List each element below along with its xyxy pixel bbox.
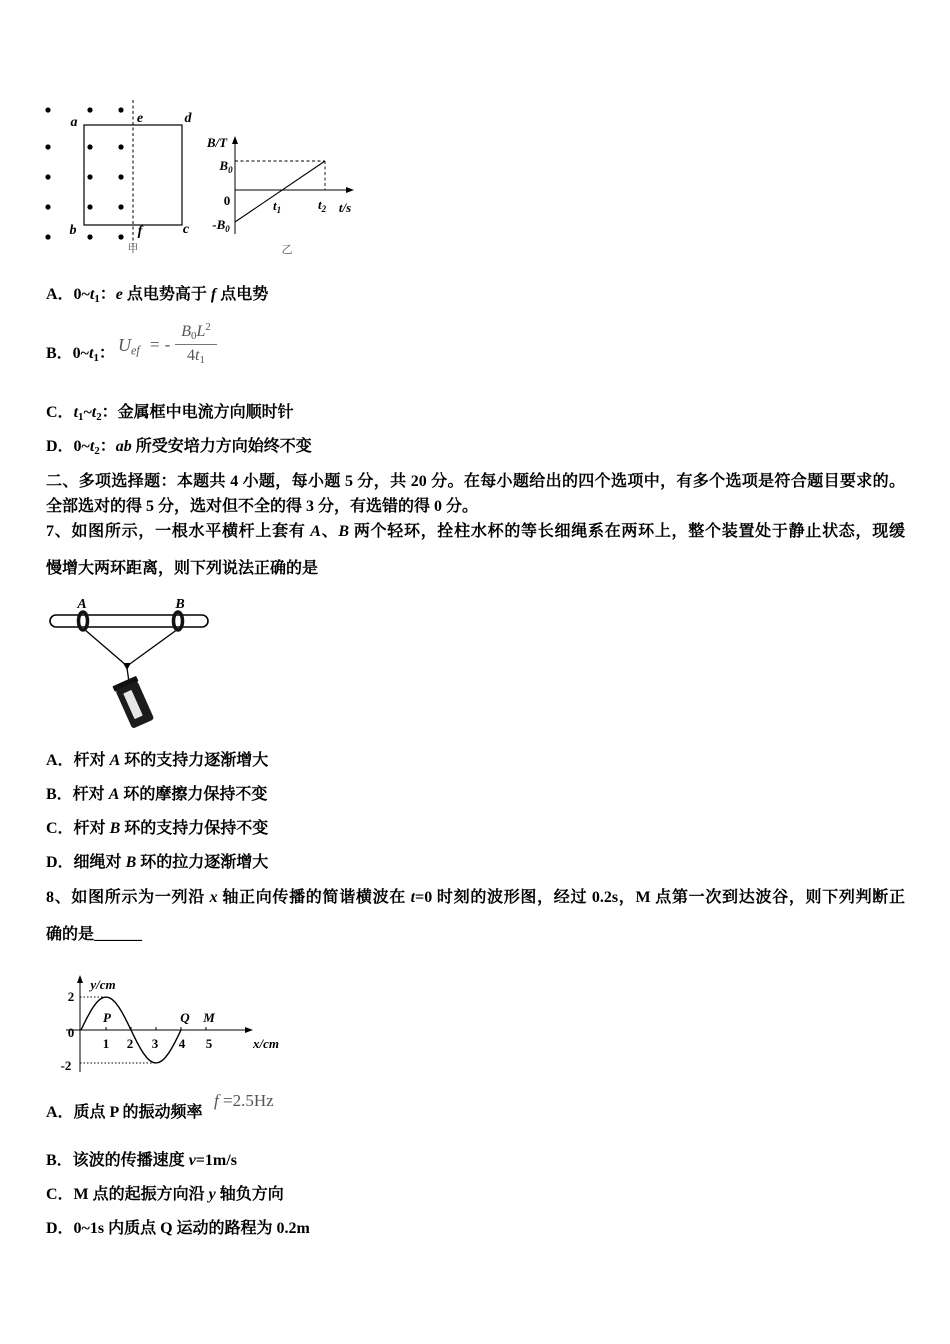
field-dot <box>45 204 50 209</box>
text-segment: ： <box>98 345 115 362</box>
text-segment: 1 <box>78 411 84 424</box>
section2-instructions-line2: 全部选对的得 5 分，选对但不全的得 3 分，有选错的得 0 分。 <box>46 498 479 515</box>
t1-main: t <box>272 198 277 213</box>
text-segment: e <box>115 286 123 303</box>
y-axis-label: y/cm <box>90 977 116 992</box>
text-segment: f <box>210 286 217 303</box>
label-f: f <box>137 224 143 239</box>
field-dot <box>45 234 50 239</box>
q7-stem-line1 <box>46 520 905 544</box>
y-top-label: 2 <box>67 989 75 1004</box>
ring-a-label: A <box>77 597 87 612</box>
q6-formula-equals: =- <box>150 335 176 354</box>
x-axis-label: t/s <box>338 200 352 215</box>
text-segment: 1 <box>93 352 99 365</box>
q8-stem-line2 <box>46 923 142 947</box>
text-segment: C． <box>46 404 74 421</box>
field-dot <box>118 234 123 239</box>
tick-label-4: 4 <box>178 1036 186 1051</box>
text-segment: 2 <box>205 321 211 334</box>
text-segment: t <box>410 889 416 906</box>
text-segment: U <box>118 335 131 355</box>
text-segment: x <box>209 889 218 906</box>
text-segment: B <box>125 854 137 871</box>
q7-figure <box>40 590 220 730</box>
origin-label: 0 <box>67 1025 75 1040</box>
b0-main: B <box>219 158 229 173</box>
text-segment: B．杆对 <box>46 786 109 803</box>
q6-option-c <box>46 401 294 425</box>
field-dot <box>87 174 92 179</box>
text-segment: A <box>108 786 120 803</box>
tick-label-1: 1 <box>102 1036 110 1051</box>
q8-frequency-formula <box>214 1089 274 1113</box>
q8-wave-figure <box>55 970 295 1080</box>
text-segment: y <box>208 1186 216 1203</box>
point-p-label: P <box>103 1010 111 1025</box>
text-segment: 环的支持力保持不变 <box>120 820 269 837</box>
text-segment: ：金属框中电流方向顺时针 <box>101 404 294 421</box>
text-segment: 两个轻环，拴柱水杯的等长细绳系在两环上，整个装置处于静止状态，现缓 <box>349 523 905 540</box>
x-axis-arrow <box>346 187 354 193</box>
q7-option-b <box>46 783 267 807</box>
text-segment: t <box>89 345 94 362</box>
text-segment: =0 时刻的波形图，经过 0.2s，M 点第一次到达波谷，则下列判断正 <box>415 889 905 906</box>
text-segment: 所受安培力方向始终不变 <box>131 438 312 455</box>
text-segment: 1 <box>94 293 100 306</box>
text-segment: L <box>196 323 206 340</box>
label-e: e <box>136 111 144 126</box>
water-cup <box>112 676 155 730</box>
horizontal-rod <box>50 615 208 627</box>
label-c: c <box>182 222 190 237</box>
field-dot <box>45 144 50 149</box>
q8-option-a-prefix <box>46 1101 202 1125</box>
text-segment: A．杆对 <box>46 752 110 769</box>
string-left <box>84 629 127 666</box>
x-axis-arrow <box>245 1027 253 1033</box>
q7-stem-line2 <box>46 557 318 581</box>
text-segment: 点电势 <box>216 286 269 303</box>
text-segment: v <box>188 1152 196 1169</box>
text-segment: 1 <box>199 354 205 367</box>
b0-label <box>218 158 233 175</box>
text-segment: A <box>310 523 321 540</box>
text-segment: t <box>89 286 95 303</box>
text-segment: 环的支持力逐渐增大 <box>120 752 269 769</box>
q8-option-b <box>46 1149 237 1173</box>
fraction-denominator <box>175 345 217 367</box>
x-axis-label: x/cm <box>253 1036 279 1051</box>
field-dot <box>118 174 123 179</box>
text-segment: t <box>195 347 200 364</box>
section2-instructions-line1: 二、多项选择题：本题共 4 小题，每小题 5 分，共 20 分。在每小题给出的四个选项中，有多个选项是符合题目要求的。 <box>46 473 905 490</box>
text-segment: 8、如图所示为一列沿 <box>46 889 210 906</box>
field-dot <box>87 107 92 112</box>
text-segment: ~ <box>83 404 92 421</box>
y-bottom-label: -2 <box>60 1058 72 1073</box>
tick-label-3: 3 <box>151 1036 159 1051</box>
text-segment: ： <box>99 438 116 455</box>
text-segment: B <box>338 523 350 540</box>
text-segment: 7、如图所示，一根水平横杆上套有 <box>46 523 311 540</box>
field-dot <box>87 144 92 149</box>
tick-label-5: 5 <box>205 1036 213 1051</box>
t2-sub: 2 <box>321 204 327 214</box>
text-segment: 4 <box>187 347 196 364</box>
point-q-label: Q <box>180 1010 190 1025</box>
label-a: a <box>70 115 78 130</box>
text-segment: 轴正向传播的简谐横波在 <box>217 889 411 906</box>
text-segment: D．0~ <box>46 438 90 455</box>
text-segment: =2.5Hz <box>218 1091 274 1110</box>
text-segment: ef <box>131 343 140 358</box>
field-dot <box>118 204 123 209</box>
text-segment: D．细绳对 <box>46 854 126 871</box>
y-axis-arrow <box>232 136 238 144</box>
neg-b0-sub: 0 <box>225 224 230 234</box>
caption-yi: 乙 <box>281 244 293 256</box>
text-segment: 、 <box>320 523 339 540</box>
text-segment: 确的是______ <box>46 926 143 943</box>
label-b: b <box>69 223 77 238</box>
text-segment: 0 <box>191 330 197 343</box>
field-dot <box>118 107 123 112</box>
text-segment: =1m/s <box>195 1152 237 1169</box>
text-segment: 点电势高于 <box>122 286 211 303</box>
t2-main: t <box>317 197 322 212</box>
q6-figure <box>40 95 370 260</box>
text-segment: ab <box>115 438 132 455</box>
q8-stem-line1 <box>46 886 905 910</box>
text-segment: A．0~ <box>46 286 90 303</box>
text-segment: A <box>109 752 121 769</box>
field-dot <box>87 204 92 209</box>
label-d: d <box>184 111 192 126</box>
t2-label <box>318 197 327 214</box>
q8-option-c <box>46 1183 284 1207</box>
field-dot <box>118 144 123 149</box>
field-dot <box>45 107 50 112</box>
text-segment: t <box>91 404 97 421</box>
neg-b0-main: -B <box>212 217 226 232</box>
q6-formula-fraction <box>175 320 217 367</box>
text-segment: B <box>181 323 191 340</box>
text-segment: C．M 点的起振方向沿 <box>46 1186 209 1203</box>
text-segment: B <box>109 820 121 837</box>
text-segment: f <box>214 1091 219 1110</box>
tick-label-2: 2 <box>126 1036 134 1051</box>
string-right <box>127 629 178 666</box>
b0-sub: 0 <box>228 165 233 175</box>
text-segment: 2 <box>96 411 102 424</box>
q7-option-d <box>46 851 268 875</box>
q6-option-a <box>46 283 268 307</box>
q6-option-b-prefix <box>46 342 115 366</box>
caption-jia: 甲 <box>127 243 139 255</box>
t1-label <box>273 198 281 215</box>
text-segment: 2 <box>94 445 100 458</box>
text-segment: t <box>89 438 95 455</box>
field-dot <box>87 234 92 239</box>
text-segment: 轴负方向 <box>215 1186 284 1203</box>
text-segment: C．杆对 <box>46 820 110 837</box>
y-axis-arrow <box>77 975 83 983</box>
text-segment: 环的摩擦力保持不变 <box>119 786 268 803</box>
q8-option-d <box>46 1217 310 1241</box>
neg-b0-label <box>212 217 230 234</box>
text-segment: 环的拉力逐渐增大 <box>136 854 269 871</box>
text-segment: A．质点 P 的振动频率 <box>46 1104 203 1121</box>
field-dot <box>45 174 50 179</box>
point-m-label: M <box>203 1010 215 1025</box>
text-segment: 慢增大两环距离，则下列说法正确的是 <box>46 560 319 577</box>
fraction-numerator <box>175 320 217 345</box>
t1-sub: 1 <box>276 205 282 215</box>
q7-option-c <box>46 817 268 841</box>
text-segment: D．0~1s 内质点 Q 运动的路程为 0.2m <box>46 1220 310 1237</box>
q6-formula-lhs <box>118 333 140 357</box>
q7-option-a <box>46 749 268 773</box>
text-segment: t <box>73 404 79 421</box>
origin-label: 0 <box>223 193 231 208</box>
text-segment: ： <box>99 286 116 303</box>
text-segment: B．0~ <box>46 345 89 362</box>
q6-option-d <box>46 435 312 459</box>
text-segment: B．该波的传播速度 <box>46 1152 189 1169</box>
y-axis-label: B/T <box>206 135 228 150</box>
ring-b-label: B <box>175 597 185 612</box>
